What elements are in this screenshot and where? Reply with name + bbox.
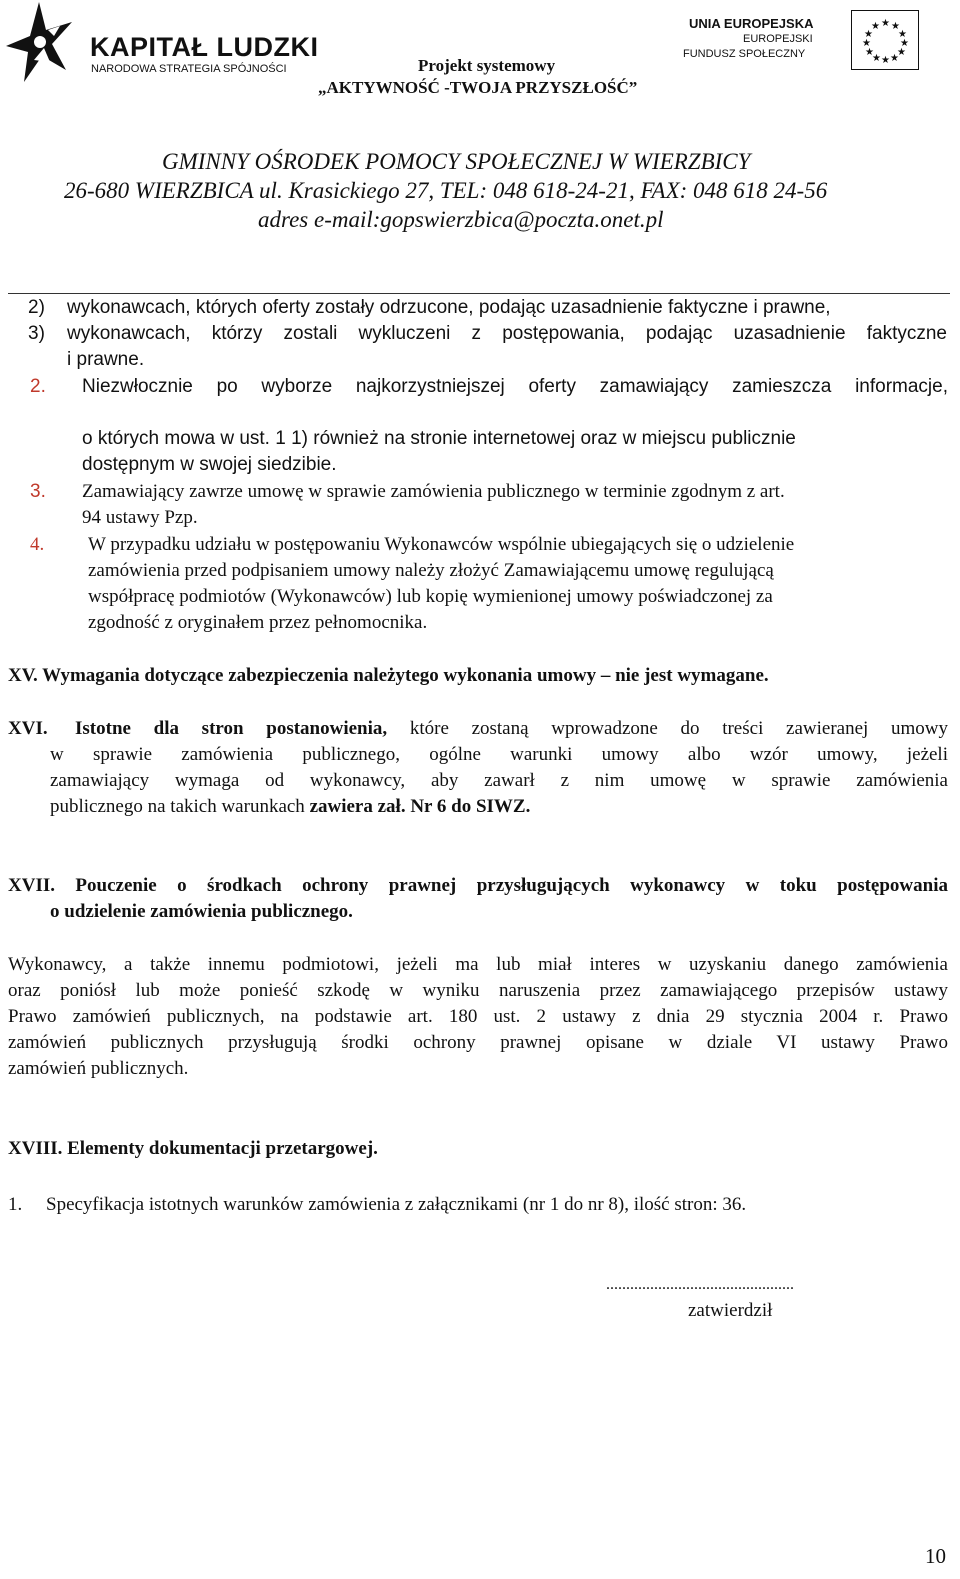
item-text: zamówienia przed podpisaniem umowy należy złożyć Zamawiającemu umowę regulującą xyxy=(88,560,774,581)
subitem-text: wykonawcach, których oferty zostały odrzucone, podając uzasadnienie faktyczne i prawne, xyxy=(67,297,831,318)
section-xvii-paragraph: oraz poniósł lub może ponieść szkodę w wyniku naruszenia przez zamawiającego przepisów ustawy xyxy=(8,980,948,1001)
section-xvii-paragraph: zamówień publicznych przysługują środki ochrony prawnej opisane w dziale VI ustawy Prawo xyxy=(8,1032,948,1053)
svg-text:★: ★ xyxy=(865,47,874,58)
item-text: współpracę podmiotów (Wykonawców) lub kopię wymienionej umowy poświadczonej za xyxy=(88,586,773,607)
section-xviii-item-text: Specyfikacja istotnych warunków zamówienia z załącznikami (nr 1 do nr 8), ilość stron: 36. xyxy=(46,1194,747,1215)
section-xviii-item-number: 1. xyxy=(8,1194,23,1215)
kapital-ludzki-logo xyxy=(4,0,319,100)
section-xvi-line3: zamawiający wymaga od wykonawcy, aby zawarł z nim umowę w sprawie zamówienia xyxy=(50,770,948,791)
item-text: o których mowa w ust. 1 1) również na stronie internetowej oraz w miejscu publicznie xyxy=(82,428,796,449)
subitem-number: 2) xyxy=(28,297,45,318)
section-xvi-line4-plain: publicznego na takich warunkach xyxy=(50,796,305,817)
svg-text:★: ★ xyxy=(864,29,873,40)
institution-email: adres e-mail:gopswierzbica@poczta.onet.pl xyxy=(258,207,664,232)
item-text: zgodność z oryginałem przez pełnomocnika. xyxy=(88,612,428,633)
item-text: W przypadku udziału w postępowaniu Wykonawców wspólnie ubiegających się o udzielenie xyxy=(88,534,795,555)
svg-text:★: ★ xyxy=(862,38,871,49)
svg-text:★: ★ xyxy=(871,21,880,32)
section-xvii-heading: XVII. Pouczenie o środkach ochrony prawnej przysługujących wykonawcy w toku postępowania xyxy=(8,875,948,896)
section-xvii-paragraph: zamówień publicznych. xyxy=(8,1058,189,1079)
section-xvii-heading-continued: o udzielenie zamówienia publicznego. xyxy=(50,901,353,922)
svg-text:★: ★ xyxy=(881,18,890,29)
item-text: Niezwłocznie po wyborze najkorzystniejszej oferty zamawiający zamieszcza informacje, xyxy=(82,376,948,397)
eu-line3: FUNDUSZ SPOŁECZNY xyxy=(683,48,806,60)
project-line1: Projekt systemowy xyxy=(418,56,556,75)
page-number: 10 xyxy=(925,1544,946,1568)
section-xviii-heading: XVIII. Elementy dokumentacji przetargowej. xyxy=(8,1138,378,1159)
item-text: 94 ustawy Pzp. xyxy=(82,507,198,528)
section-xvi-lead: Istotne dla stron postanowienia, xyxy=(75,718,388,739)
svg-text:★: ★ xyxy=(891,21,900,32)
section-xvii-paragraph: Wykonawcy, a także innemu podmiotowi, jeżeli ma lub miał interes w uzyskaniu danego zamówienia xyxy=(8,954,948,975)
section-xvi-number: XVI. xyxy=(8,718,48,739)
item-number: 4. xyxy=(30,534,45,555)
eu-line1: UNIA EUROPEJSKA xyxy=(689,16,814,31)
project-line2: „AKTYWNOŚĆ -TWOJA PRZYSZŁOŚĆ” xyxy=(318,78,638,97)
item-text: dostępnym w swojej siedzibie. xyxy=(82,454,337,475)
svg-text:★: ★ xyxy=(872,53,881,64)
institution-address: 26-680 WIERZBICA ul. Krasickiego 27, TEL: 048 618-24-21, FAX: 048 618 24-56 xyxy=(64,178,828,203)
section-xvi-line1 xyxy=(75,716,948,742)
item-number: 3. xyxy=(30,481,46,502)
eu-line2: EUROPEJSKI xyxy=(743,33,813,45)
subitem-number: 3) xyxy=(28,323,45,344)
subitem-text-continued: i prawne. xyxy=(67,349,145,370)
svg-text:★: ★ xyxy=(881,55,890,66)
section-xvi-line4 xyxy=(50,794,530,820)
kapital-ludzki-title: KAPITAŁ LUDZKI xyxy=(90,32,319,62)
kapital-ludzki-subtitle: NARODOWA STRATEGIA SPÓJNOŚCI xyxy=(91,63,287,75)
svg-text:★: ★ xyxy=(898,29,907,40)
svg-text:★: ★ xyxy=(897,47,906,58)
svg-text:★: ★ xyxy=(900,38,909,49)
eu-logo xyxy=(683,8,923,78)
institution-name: GMINNY OŚRODEK POMOCY SPOŁECZNEJ W WIERZBICY xyxy=(162,149,751,174)
svg-text:★: ★ xyxy=(890,53,899,64)
signature-label: zatwierdził xyxy=(688,1300,773,1321)
section-xvi-line2: w sprawie zamówienia publicznego, ogólne warunki umowy albo wzór umowy, jeżeli xyxy=(50,744,948,765)
item-text: Zamawiający zawrze umowę w sprawie zamówienia publicznego w terminie zgodnym z art. xyxy=(82,481,785,502)
section-xvi-line4-bold: zawiera zał. Nr 6 do SIWZ. xyxy=(309,796,531,817)
eu-flag-icon xyxy=(851,10,919,70)
section-xv-heading: XV. Wymagania dotyczące zabezpieczenia należytego wykonania umowy – nie jest wymagane. xyxy=(8,665,769,686)
header-divider xyxy=(8,293,950,294)
signature-dots: ............................................... xyxy=(606,1276,794,1293)
section-xvi-line1-rest: które zostaną wprowadzone do treści zawieranej umowy xyxy=(409,718,949,739)
item-number: 2. xyxy=(30,376,46,397)
subitem-text: wykonawcach, którzy zostali wykluczeni z postępowania, podając uzasadnienie faktyczne xyxy=(67,323,947,344)
section-xvii-paragraph: Prawo zamówień publicznych, na podstawie art. 180 ust. 2 ustawy z dnia 29 stycznia 2004 r. Prawo xyxy=(8,1006,948,1027)
